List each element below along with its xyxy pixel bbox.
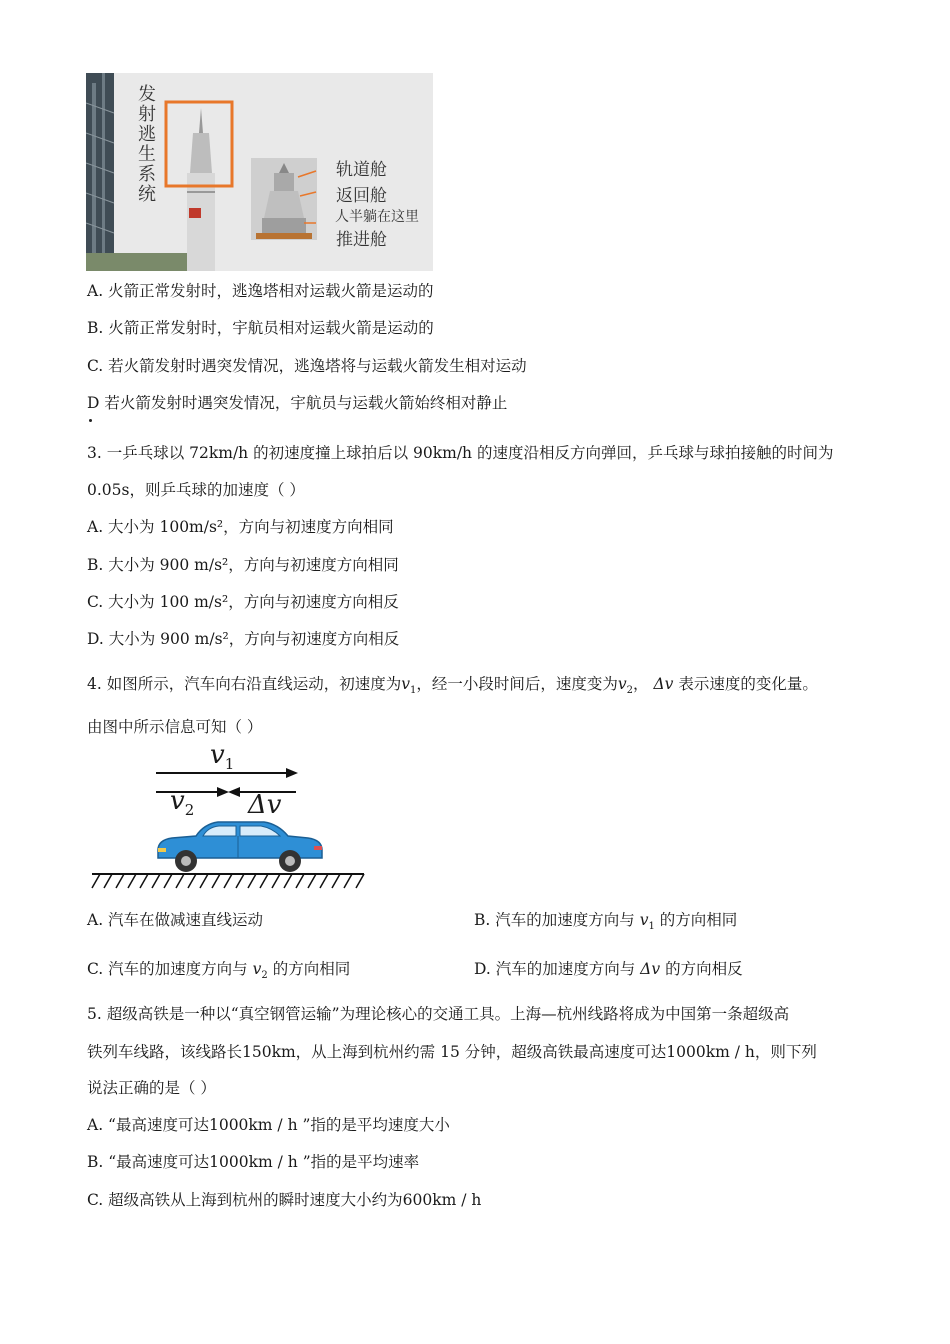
v2-figure-label [170, 786, 194, 819]
v2-subscript: 2 [261, 970, 268, 982]
q5-option-b: B. “最高速度可达1000km / h ”指的是平均速率 [87, 1153, 420, 1171]
q4-stem-part-c: ， [633, 675, 649, 693]
q4-option-c-pre: C. 汽车的加速度方向与 [87, 960, 248, 978]
q4-option-b [474, 910, 737, 937]
vertical-char: 发 [138, 84, 156, 105]
return-module-label: 返回舱 [336, 186, 387, 206]
v1-subscript: 1 [409, 685, 417, 697]
q4-option-d [474, 959, 743, 979]
q4-option-c-post: 的方向相同 [272, 960, 351, 978]
q4-stem-line2: 由图中所示信息可知（ ） [87, 718, 263, 736]
q4-option-b-post: 的方向相同 [659, 911, 738, 929]
v1-symbol: v [401, 675, 410, 693]
propulsion-module-label: 推进舱 [336, 230, 387, 250]
vertical-char: 射 [138, 104, 156, 125]
v1-figure-symbol: v [210, 740, 225, 770]
q3-stem-line1: 3. 一乒乓球以 72km/h 的初速度撞上球拍后以 90km/h 的速度沿相反方向弹回，乒乓球与球拍接触的时间为 [87, 444, 834, 462]
q3-option-c: C. 大小为 100 m/s²，方向与初速度方向相反 [87, 593, 399, 611]
v2-subscript: 2 [626, 685, 634, 697]
car-velocity-figure [86, 740, 376, 900]
q4-option-d-pre: D. 汽车的加速度方向与 [474, 960, 636, 978]
q4-option-d-post: 的方向相反 [665, 960, 743, 978]
q3-option-a: A. 大小为 100m/s²，方向与初速度方向相同 [87, 518, 394, 536]
q4-option-a: A. 汽车在做减速直线运动 [87, 911, 264, 929]
delta-v-figure-label: Δv [248, 790, 282, 820]
v1-figure-sub: 1 [224, 755, 235, 774]
q5-stem-line1: 5. 超级高铁是一种以“真空钢管运输”为理论核心的交通工具。上海—杭州线路将成为中国第一条超级高 [87, 1005, 790, 1023]
q5-stem-line2: 铁列车线路，该线路长150km，从上海到杭州约需 15 分钟，超级高铁最高速度可达1000km / h，则下列 [87, 1043, 817, 1061]
q3-option-b: B. 大小为 900 m/s²，方向与初速度方向相同 [87, 556, 399, 574]
q4-stem-line1 [87, 674, 818, 701]
rocket-escape-system-figure [86, 73, 433, 271]
v2-symbol: v [252, 960, 262, 978]
v2-symbol: v [617, 675, 627, 693]
q4-stem-part-a: 4. 如图所示，汽车向右沿直线运动，初速度为 [87, 675, 402, 693]
q2-option-a: A. 火箭正常发射时，逃逸塔相对运载火箭是运动的 [87, 282, 434, 300]
v1-subscript: 1 [648, 921, 655, 933]
q2-option-d: D 若火箭发射时遇突发情况，宇航员与运载火箭始终相对静止 [87, 394, 508, 412]
escape-system-vertical-label [138, 85, 158, 205]
v1-figure-label [210, 740, 234, 773]
q2-option-c: C. 若火箭发射时遇突发情况，逃逸塔将与运载火箭发生相对运动 [87, 357, 527, 375]
q4-stem-part-b: ，经一小段时间后，速度变为 [416, 675, 618, 693]
vertical-char: 系 [138, 164, 156, 185]
orbital-module-label: 轨道舱 [336, 160, 387, 180]
q4-option-b-pre: B. 汽车的加速度方向与 [474, 911, 635, 929]
v2-figure-symbol: v [170, 786, 185, 816]
vertical-char: 生 [138, 144, 156, 165]
delta-v-symbol: Δv [653, 675, 674, 693]
q5-stem-line3: 说法正确的是（ ） [87, 1079, 216, 1097]
q2-option-b: B. 火箭正常发射时，宇航员相对运载火箭是运动的 [87, 319, 434, 337]
q5-option-c: C. 超级高铁从上海到杭州的瞬时速度大小约为600km / h [87, 1191, 482, 1209]
v1-symbol: v [639, 911, 649, 929]
q4-option-c [87, 959, 350, 986]
stray-dot [89, 419, 92, 422]
q4-stem-part-d: 表示速度的变化量。 [678, 675, 818, 693]
delta-v-symbol: Δv [640, 960, 661, 978]
q3-option-d: D. 大小为 900 m/s²，方向与初速度方向相反 [87, 630, 400, 648]
vertical-char: 统 [138, 184, 156, 205]
v2-figure-sub: 2 [184, 801, 195, 820]
q3-stem-line2: 0.05s，则乒乓球的加速度（ ） [87, 481, 305, 499]
person-note-label: 人半躺在这里 [335, 209, 419, 225]
vertical-char: 逃 [138, 124, 156, 145]
q5-option-a: A. “最高速度可达1000km / h ”指的是平均速度大小 [87, 1116, 450, 1134]
